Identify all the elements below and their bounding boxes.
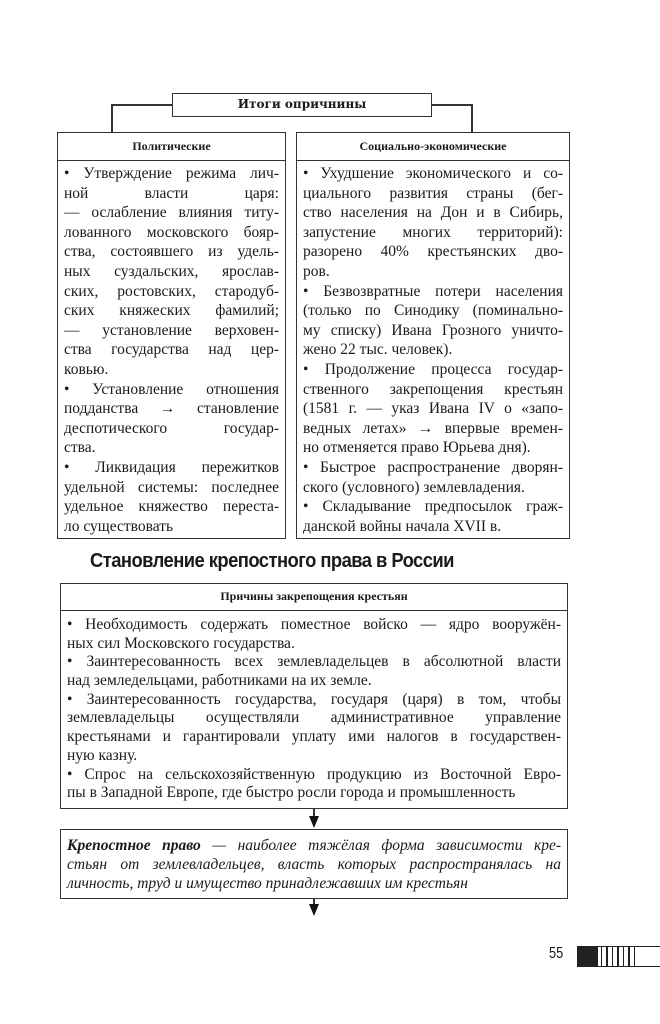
text-line: подданства → становление [64, 400, 279, 418]
text-line: • Складывание предпосылок граж- [303, 498, 563, 516]
text-line: деспотического государ- [64, 419, 279, 437]
text-line: ских княжеских фамилий; [64, 302, 279, 320]
text-line: разорено 40% крестьянских дво- [303, 243, 563, 261]
text-line: — ослабление влияния титу- [64, 204, 279, 222]
definition-line: стьян от землевладельцев, власть которых распространялась на [67, 856, 561, 873]
text-line: над земледельцами, работниками на их земле. [67, 672, 372, 690]
text-line: ведных летах» → впервые времен- [303, 419, 563, 437]
text-line: (1581 г. — указ Ивана IV о «запо- [303, 400, 563, 418]
text-line: ства. [64, 439, 96, 457]
connector-line [111, 104, 172, 106]
text-line: ского (условного) землевладения. [303, 478, 525, 496]
oprichnina-title: Итоги опричнины [237, 97, 367, 111]
text-line: ную казну. [67, 746, 138, 764]
text-line: лованного московского бояр- [64, 223, 279, 241]
text-line: удельное княжество переста- [64, 498, 279, 516]
text-line: • Заинтересованность государства, государя (царя) в том, чтобы [67, 690, 561, 708]
text-line: • Необходимость содержать поместное войско — ядро вооружён- [67, 616, 561, 633]
political-column [57, 132, 286, 539]
socioeconomic-header: Социально-экономические [297, 133, 569, 161]
text-line: данской войны начала XVII в. [303, 517, 502, 535]
political-header: Политические [58, 133, 285, 161]
text-line: ной власти царя: [64, 184, 279, 202]
text-line: • Безвозвратные потери населения [303, 282, 563, 300]
text-line: ских, ростовских, стародуб- [64, 282, 279, 300]
text-line: • Быстрое распространение дворян- [303, 458, 563, 476]
page-edge-decoration [577, 946, 660, 967]
text-line: циального развития страны (бег- [303, 184, 563, 202]
text-line: удельной системы: последнее [64, 478, 279, 496]
text-line: ло существовать [64, 517, 174, 535]
text-line: но отменяется право Юрьева дня). [303, 439, 531, 457]
connector-line [111, 104, 113, 132]
political-text [64, 164, 279, 536]
arrow-down-icon [309, 904, 319, 916]
definition-box [60, 829, 568, 899]
causes-box [60, 583, 568, 809]
page-number: 55 [549, 945, 564, 962]
definition-line [67, 836, 561, 855]
decoration-stripe [635, 947, 639, 966]
text-line: • Ликвидация пережитков [64, 458, 279, 476]
socioeconomic-column [296, 132, 570, 539]
text-line: ных сил Московского государства. [67, 634, 295, 652]
text-line: крестьянами и гарантировали уплату ими налогов в государствен- [67, 728, 561, 746]
text-line: • Установление отношения [64, 380, 279, 398]
definition-text: — наиболее тяжёлая форма зависимости кре- [212, 837, 562, 854]
text-line: ства государства над цер- [64, 341, 279, 359]
text-line: • Утверждение режима лич- [64, 165, 279, 182]
text-line: запустение многих территорий): [303, 223, 563, 241]
text-line: ных суздальских, ярослав- [64, 262, 279, 280]
text-line: ров. [303, 262, 330, 280]
oprichnina-title-box [172, 93, 432, 117]
text-line: — установление верховен- [64, 321, 279, 339]
text-line: • Заинтересованность всех землевладельцев в абсолютной власти [67, 653, 561, 671]
section-heading: Становление крепостного права в России [90, 550, 454, 572]
text-line: пы в Западной Европе, где быстро росли города и промышленность [67, 784, 516, 802]
text-line: • Продолжение процесса государ- [303, 360, 563, 378]
connector-line [471, 104, 473, 132]
text-line: • Спрос на сельскохозяйственную продукцию из Восточной Евро- [67, 765, 561, 783]
text-line: ковью. [64, 360, 109, 378]
socioeconomic-text [303, 164, 563, 536]
text-line: ство населения на Дон и в Сибирь, [303, 204, 563, 222]
causes-header: Причины закрепощения крестьян [61, 584, 567, 611]
text-line: ственного закрепощения крестьян [303, 380, 563, 398]
text-line: землевладельцы осуществляли административное управление [67, 709, 561, 727]
causes-text [67, 616, 561, 803]
connector-line [432, 104, 472, 106]
text-line: му списку) Ивана Грозного уничто- [303, 321, 563, 339]
text-line: жено 22 тыс. человек). [303, 341, 453, 359]
text-line: ства, состоявшего из удель- [64, 243, 279, 261]
definition-line: личность, труд и имущество принадлежавших им крестьян [67, 875, 468, 892]
text-line: • Ухудшение экономического и со- [303, 165, 563, 182]
definition-term: Крепостное право [67, 837, 201, 854]
arrow-down-icon [309, 816, 319, 828]
text-line: (только по Синодику (поминально- [303, 302, 563, 320]
